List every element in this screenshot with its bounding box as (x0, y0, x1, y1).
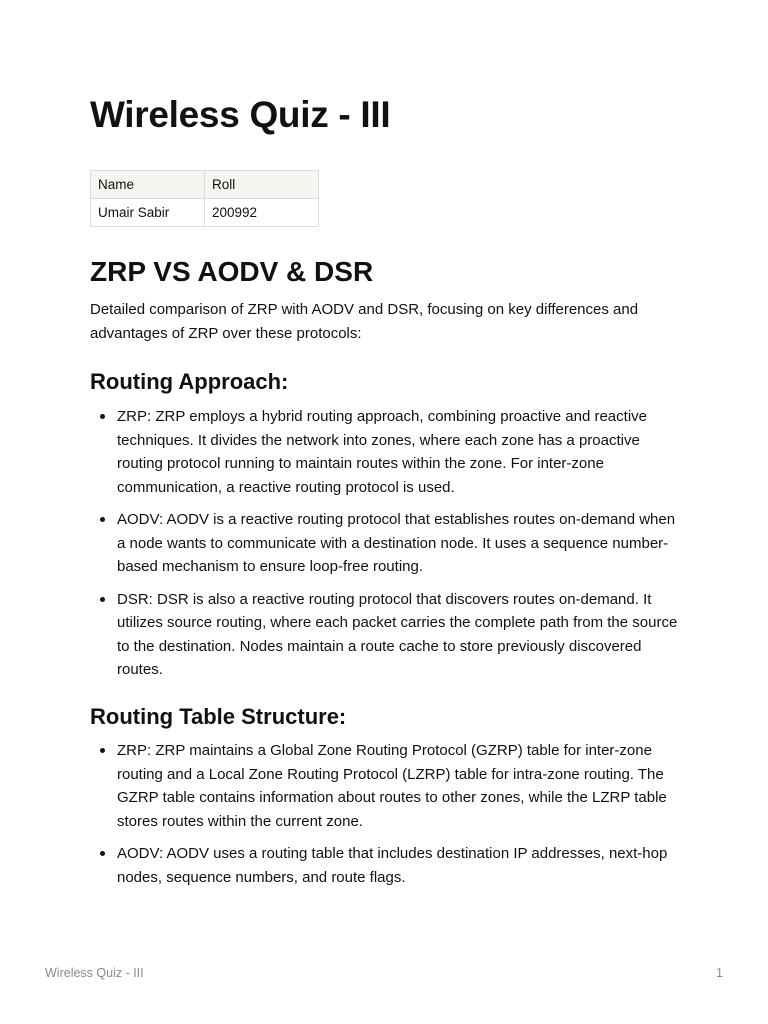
routing-table-structure-heading: Routing Table Structure: (90, 704, 347, 729)
bullet-icon (100, 851, 105, 856)
info-table (90, 170, 319, 227)
section-heading: ZRP VS AODV & DSR (90, 256, 374, 287)
routing-table-structure-list (90, 739, 680, 898)
routing-approach-heading: Routing Approach: (90, 369, 289, 394)
list-item (90, 588, 680, 682)
bullet-icon (100, 517, 105, 522)
table-row (91, 199, 319, 227)
table-header-row (91, 171, 319, 199)
list-item (90, 405, 680, 499)
list-item-text: AODV: AODV uses a routing table that includes destination IP addresses, next-hop nodes, sequence numbers, and route flags. (117, 845, 668, 886)
list-item (90, 508, 680, 579)
bullet-icon (100, 748, 105, 753)
list-item (90, 842, 680, 889)
table-cell-name: Umair Sabir (91, 199, 205, 227)
table-header-roll: Roll (205, 171, 319, 199)
bullet-icon (100, 414, 105, 419)
bullet-icon (100, 597, 105, 602)
table-cell-roll: 200992 (205, 199, 319, 227)
list-item (90, 739, 680, 833)
list-item-text: ZRP: ZRP maintains a Global Zone Routing Protocol (GZRP) table for inter-zone routing and a Local Zone Routing Protocol (LZRP) table for intra-zone routing. The GZRP table contains information about routes to other zones, while the LZRP table stores routes within the current zone. (117, 742, 667, 830)
footer-title: Wireless Quiz - III (45, 966, 144, 980)
footer-page-number: 1 (716, 966, 723, 980)
list-item-text: AODV: AODV is a reactive routing protocol that establishes routes on-demand when a node wants to communicate with a destination node. It uses a sequence number-based mechanism to ensure loop-free routing. (117, 511, 676, 575)
document-title: Wireless Quiz - III (90, 94, 391, 135)
list-item-text: DSR: DSR is also a reactive routing protocol that discovers routes on-demand. It utilizes source routing, where each packet carries the complete path from the source to the destination. Nodes maintain a route cache to store previously discovered routes. (117, 590, 678, 678)
intro-paragraph: Detailed comparison of ZRP with AODV and DSR, focusing on key differences and advantages of ZRP over these protocols: (90, 301, 639, 342)
list-item-text: ZRP: ZRP employs a hybrid routing approach, combining proactive and reactive techniques. It divides the network into zones, where each zone has a proactive routing protocol running to maintain routes within the zone. For inter-zone communication, a reactive routing protocol is used. (117, 408, 647, 496)
routing-approach-list (90, 405, 680, 691)
table-header-name: Name (91, 171, 205, 199)
